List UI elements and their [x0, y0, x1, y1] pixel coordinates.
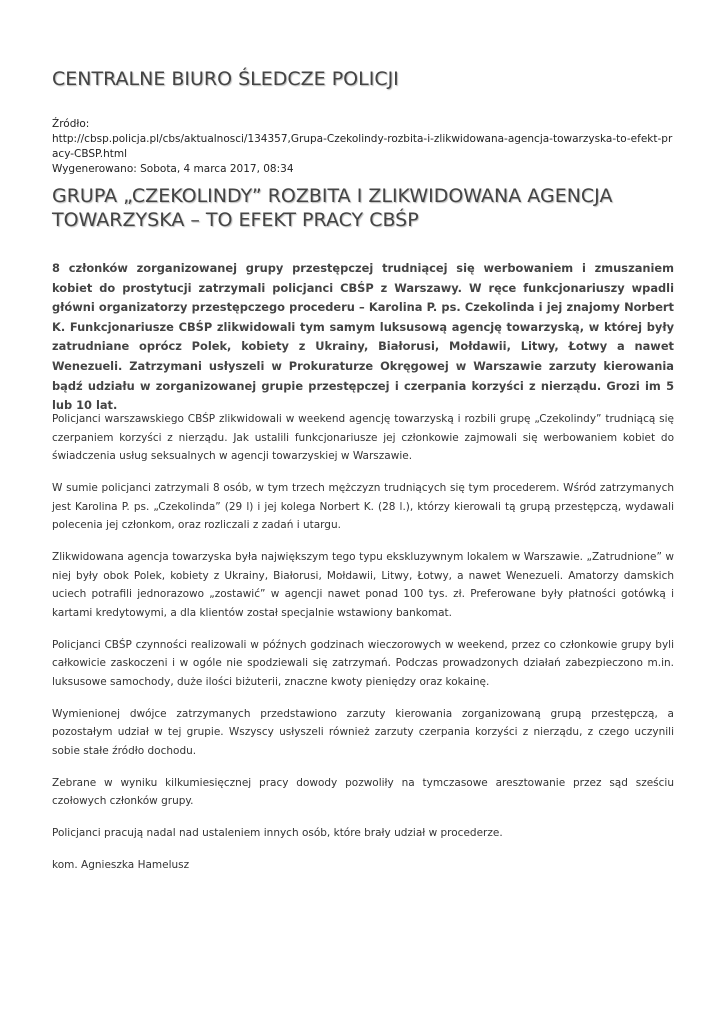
generated-date: Wygenerowano: Sobota, 4 marca 2017, 08:34: [52, 163, 294, 175]
source-meta: [52, 117, 674, 177]
article-paragraph: Zlikwidowana agencja towarzyska była największym tego typu ekskluzywnym lokalem w Warszawie. „Zatrudnione” w niej były obok Polek, kobiety z Ukrainy, Białorusi, Mołdawii, Litwy, Łotwy, a nawet Wenezueli. Amatorzy damskich uciech potrafili jednorazowo „zostawić” w agencji nawet ponad 100 tys. zł. Preferowane były płatności gotówką i kartami kredytowymi, a dla klientów został specjalnie wstawiony bankomat.: [52, 551, 674, 619]
article-paragraph: Wymienionej dwójce zatrzymanych przedstawiono zarzuty kierowania zorganizowaną grupą przestępczą, a pozostałym udział w tej grupie. Wszyscy usłyszeli również zarzuty czerpania korzyści z nierządu, z czego uczynili sobie stałe źródło dochodu.: [52, 707, 674, 757]
source-label: Źródło:: [52, 118, 90, 130]
article-paragraph: W sumie policjanci zatrzymali 8 osób, w tym trzech mężczyzn trudniących się tym procederem. Wśród zatrzymanych jest Karolina P. ps. „Czekolinda” (29 l) i jej kolega Norbert K. (28 l.), którzy kierowali tą grupą przestępczą, wydawali polecenia jej członkom, oraz rozliczali z zadań i utargu.: [52, 482, 674, 531]
article-paragraph: Policjanci warszawskiego CBŚP zlikwidowali w weekend agencję towarzyską i rozbili grupę „Czekolindy” trudniącą się czerpaniem korzyści z nierządu. Jak ustalili funkcjonariusze jej członkowie zajmowali się werbowaniem kobiet do świadczenia usług seksualnych w agencji towarzyskiej w Warszawie.: [52, 413, 674, 462]
article-paragraph: Zebrane w wyniku kilkumiesięcznej pracy dowody pozwoliły na tymczasowe aresztowanie przez sąd sześciu czołowych członków grupy.: [52, 776, 674, 807]
site-title: CENTRALNE BIURO ŚLEDCZE POLICJI: [52, 68, 399, 90]
article-title: GRUPA „CZEKOLINDY” ROZBITA I ZLIKWIDOWANA AGENCJA TOWARZYSKA – TO EFEKT PRACY CBŚP: [52, 185, 613, 231]
article-body: [52, 410, 674, 888]
article-paragraph: Policjanci CBŚP czynności realizowali w późnych godzinach wieczorowych w weekend, przez co członkowie grupy byli całkowicie zaskoczeni i w ogóle nie spodziewali się zatrzymań. Podczas prowadzonych działań zabezpieczono m.in. luksusowe samochody, duże ilości biżuterii, znaczne kwoty pieniędzy oraz kokainę.: [52, 638, 674, 688]
article-paragraph: Policjanci pracują nadal nad ustaleniem innych osób, które brały udział w procederze.: [52, 827, 503, 839]
article-author: kom. Agnieszka Hamelusz: [52, 859, 190, 871]
article-lead: 8 członków zorganizowanej grupy przestępczej trudniącej się werbowaniem i zmuszaniem kobiet do prostytucji zatrzymali policjanci CBŚP z Warszawy. W ręce funkcjonariuszy wpadli główni organizatorzy przestępczego procederu – Karolina P. ps. Czekolinda i jej znajomy Norbert K. Funkcjonariusze CBŚP zlikwidowali tym samym luksusową agencję towarzyską, w której były zatrudniane oprócz Polek, kobiety z Ukrainy, Białorusi, Mołdawii, Litwy, Łotwy a nawet Wenezueli. Zatrzymani usłyszeli w Prokuraturze Okręgowej w Warszawie zarzuty kierowania bądź udziału w zorganizowanej grupie przestępczej i czerpania korzyści z nierządu. Grozi im 5 lub 10 lat.: [52, 261, 674, 413]
source-url: http://cbsp.policja.pl/cbs/aktualnosci/134357,Grupa-Czekolindy-rozbita-i-zlikwidowana-agencja-towarzyska-to-efekt-pracy-CBSP.html: [52, 133, 673, 160]
